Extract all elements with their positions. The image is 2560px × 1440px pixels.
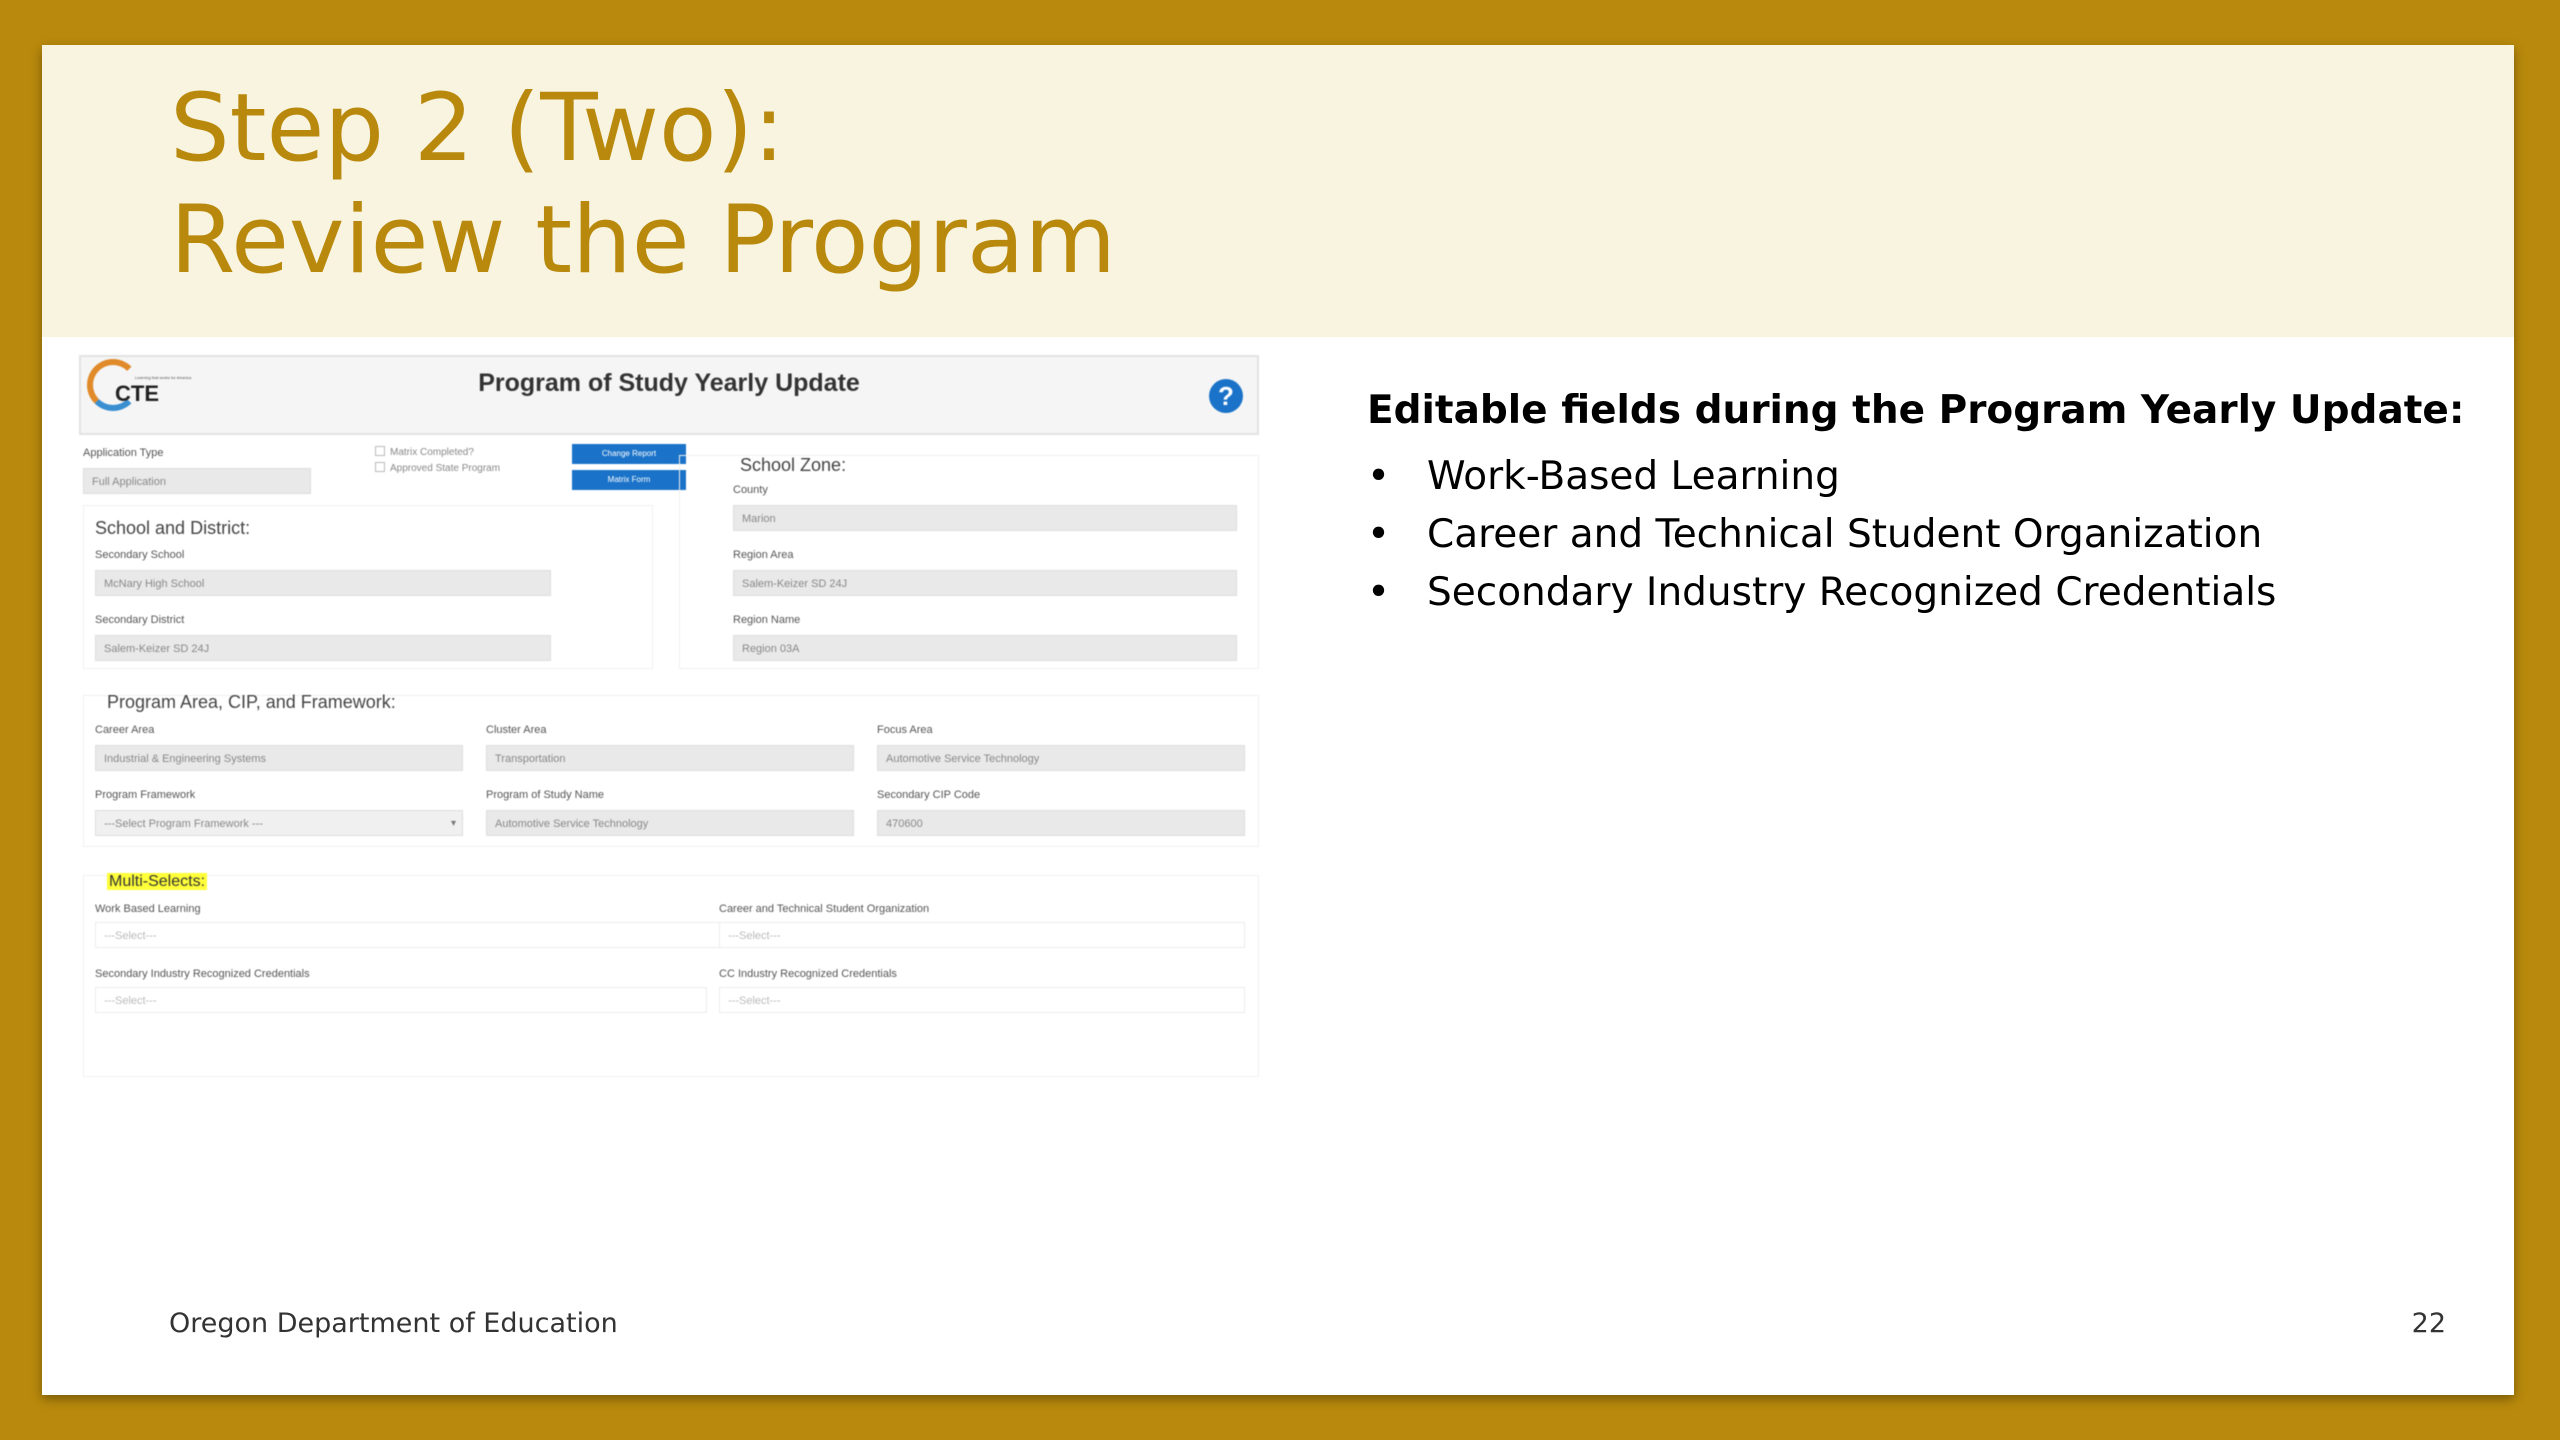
slide-title xyxy=(170,73,1116,297)
cip-code-field: 470600 xyxy=(877,810,1245,836)
secondary-school-field: McNary High School xyxy=(95,570,551,596)
region-area-field: Salem-Keizer SD 24J xyxy=(733,570,1237,596)
matrix-completed-checkbox[interactable]: Matrix Completed? xyxy=(375,446,474,458)
application-type-field: Full Application xyxy=(83,468,311,494)
slide-title-line-1: Step 2 (Two): xyxy=(170,74,785,183)
ccirc-multiselect[interactable]: ---Select--- xyxy=(719,987,1245,1013)
school-district-title: School and District: xyxy=(95,518,251,538)
wbl-multiselect[interactable]: ---Select--- xyxy=(95,922,735,948)
bullet-icon: • xyxy=(1367,454,1391,499)
page-number: 22 xyxy=(2411,1308,2446,1339)
cte-logo-tagline: Learning that works for America xyxy=(135,375,192,380)
region-name-label: Region Name xyxy=(733,614,801,626)
cip-code-label: Secondary CIP Code xyxy=(877,789,981,801)
program-yearly-update-screenshot xyxy=(79,355,1259,1080)
region-area-label: Region Area xyxy=(733,549,794,561)
program-framework-label: Program Framework xyxy=(95,789,196,801)
sirc-label: Secondary Industry Recognized Credentials xyxy=(95,968,310,980)
ccirc-label: CC Industry Recognized Credentials xyxy=(719,968,897,980)
slide-title-line-2: Review the Program xyxy=(170,186,1117,295)
program-framework-select[interactable] xyxy=(95,810,463,836)
editable-field-item-text: Work-Based Learning xyxy=(1427,454,1840,499)
secondary-school-label: Secondary School xyxy=(95,549,185,561)
editable-field-item xyxy=(1367,448,2276,506)
help-icon[interactable]: ? xyxy=(1209,379,1243,413)
ctso-multiselect[interactable]: ---Select--- xyxy=(719,922,1245,948)
bullet-icon: • xyxy=(1367,512,1391,557)
approved-state-program-checkbox[interactable]: Approved State Program xyxy=(375,462,500,474)
career-area-label: Career Area xyxy=(95,724,155,736)
application-type-label: Application Type xyxy=(83,447,164,459)
multi-selects-title xyxy=(107,873,207,891)
county-field: Marion xyxy=(733,505,1237,531)
focus-area-field: Automotive Service Technology xyxy=(877,745,1245,771)
school-zone-title: School Zone: xyxy=(740,455,847,475)
editable-field-item xyxy=(1367,506,2276,564)
app-title: Program of Study Yearly Update xyxy=(478,369,860,397)
program-area-title: Program Area, CIP, and Framework: xyxy=(107,692,396,712)
sirc-multiselect[interactable]: ---Select--- xyxy=(95,987,707,1013)
program-of-study-label: Program of Study Name xyxy=(486,789,604,801)
cluster-area-field: Transportation xyxy=(486,745,854,771)
app-header xyxy=(79,355,1259,435)
footer-organization: Oregon Department of Education xyxy=(169,1308,618,1339)
program-of-study-field: Automotive Service Technology xyxy=(486,810,854,836)
program-framework-select-value: ---Select Program Framework --- xyxy=(104,818,263,830)
editable-field-item-text: Career and Technical Student Organization xyxy=(1427,512,2263,557)
cluster-area-label: Cluster Area xyxy=(486,724,547,736)
career-area-field: Industrial & Engineering Systems xyxy=(95,745,463,771)
wbl-label: Work Based Learning xyxy=(95,903,201,915)
editable-field-item xyxy=(1367,564,2276,622)
title-band xyxy=(42,45,2514,337)
bullet-icon: • xyxy=(1367,570,1391,615)
focus-area-label: Focus Area xyxy=(877,724,933,736)
slide xyxy=(42,45,2514,1395)
county-label: County xyxy=(733,484,768,496)
matrix-form-button[interactable]: Matrix Form xyxy=(572,470,686,490)
change-report-button[interactable]: Change Report xyxy=(572,444,686,464)
editable-field-item-text: Secondary Industry Recognized Credentials xyxy=(1427,570,2277,615)
secondary-district-field: Salem-Keizer SD 24J xyxy=(95,635,551,661)
ctso-label: Career and Technical Student Organization xyxy=(719,903,930,915)
secondary-district-label: Secondary District xyxy=(95,614,185,626)
editable-fields-list xyxy=(1367,448,2276,622)
region-name-field: Region 03A xyxy=(733,635,1237,661)
editable-fields-heading: Editable fields during the Program Yearly Update: xyxy=(1367,388,2465,433)
chevron-down-icon: ▾ xyxy=(450,818,456,829)
multi-selects-title-highlight: Multi-Selects: xyxy=(109,873,206,890)
cte-logo-text: CTE xyxy=(115,381,159,406)
